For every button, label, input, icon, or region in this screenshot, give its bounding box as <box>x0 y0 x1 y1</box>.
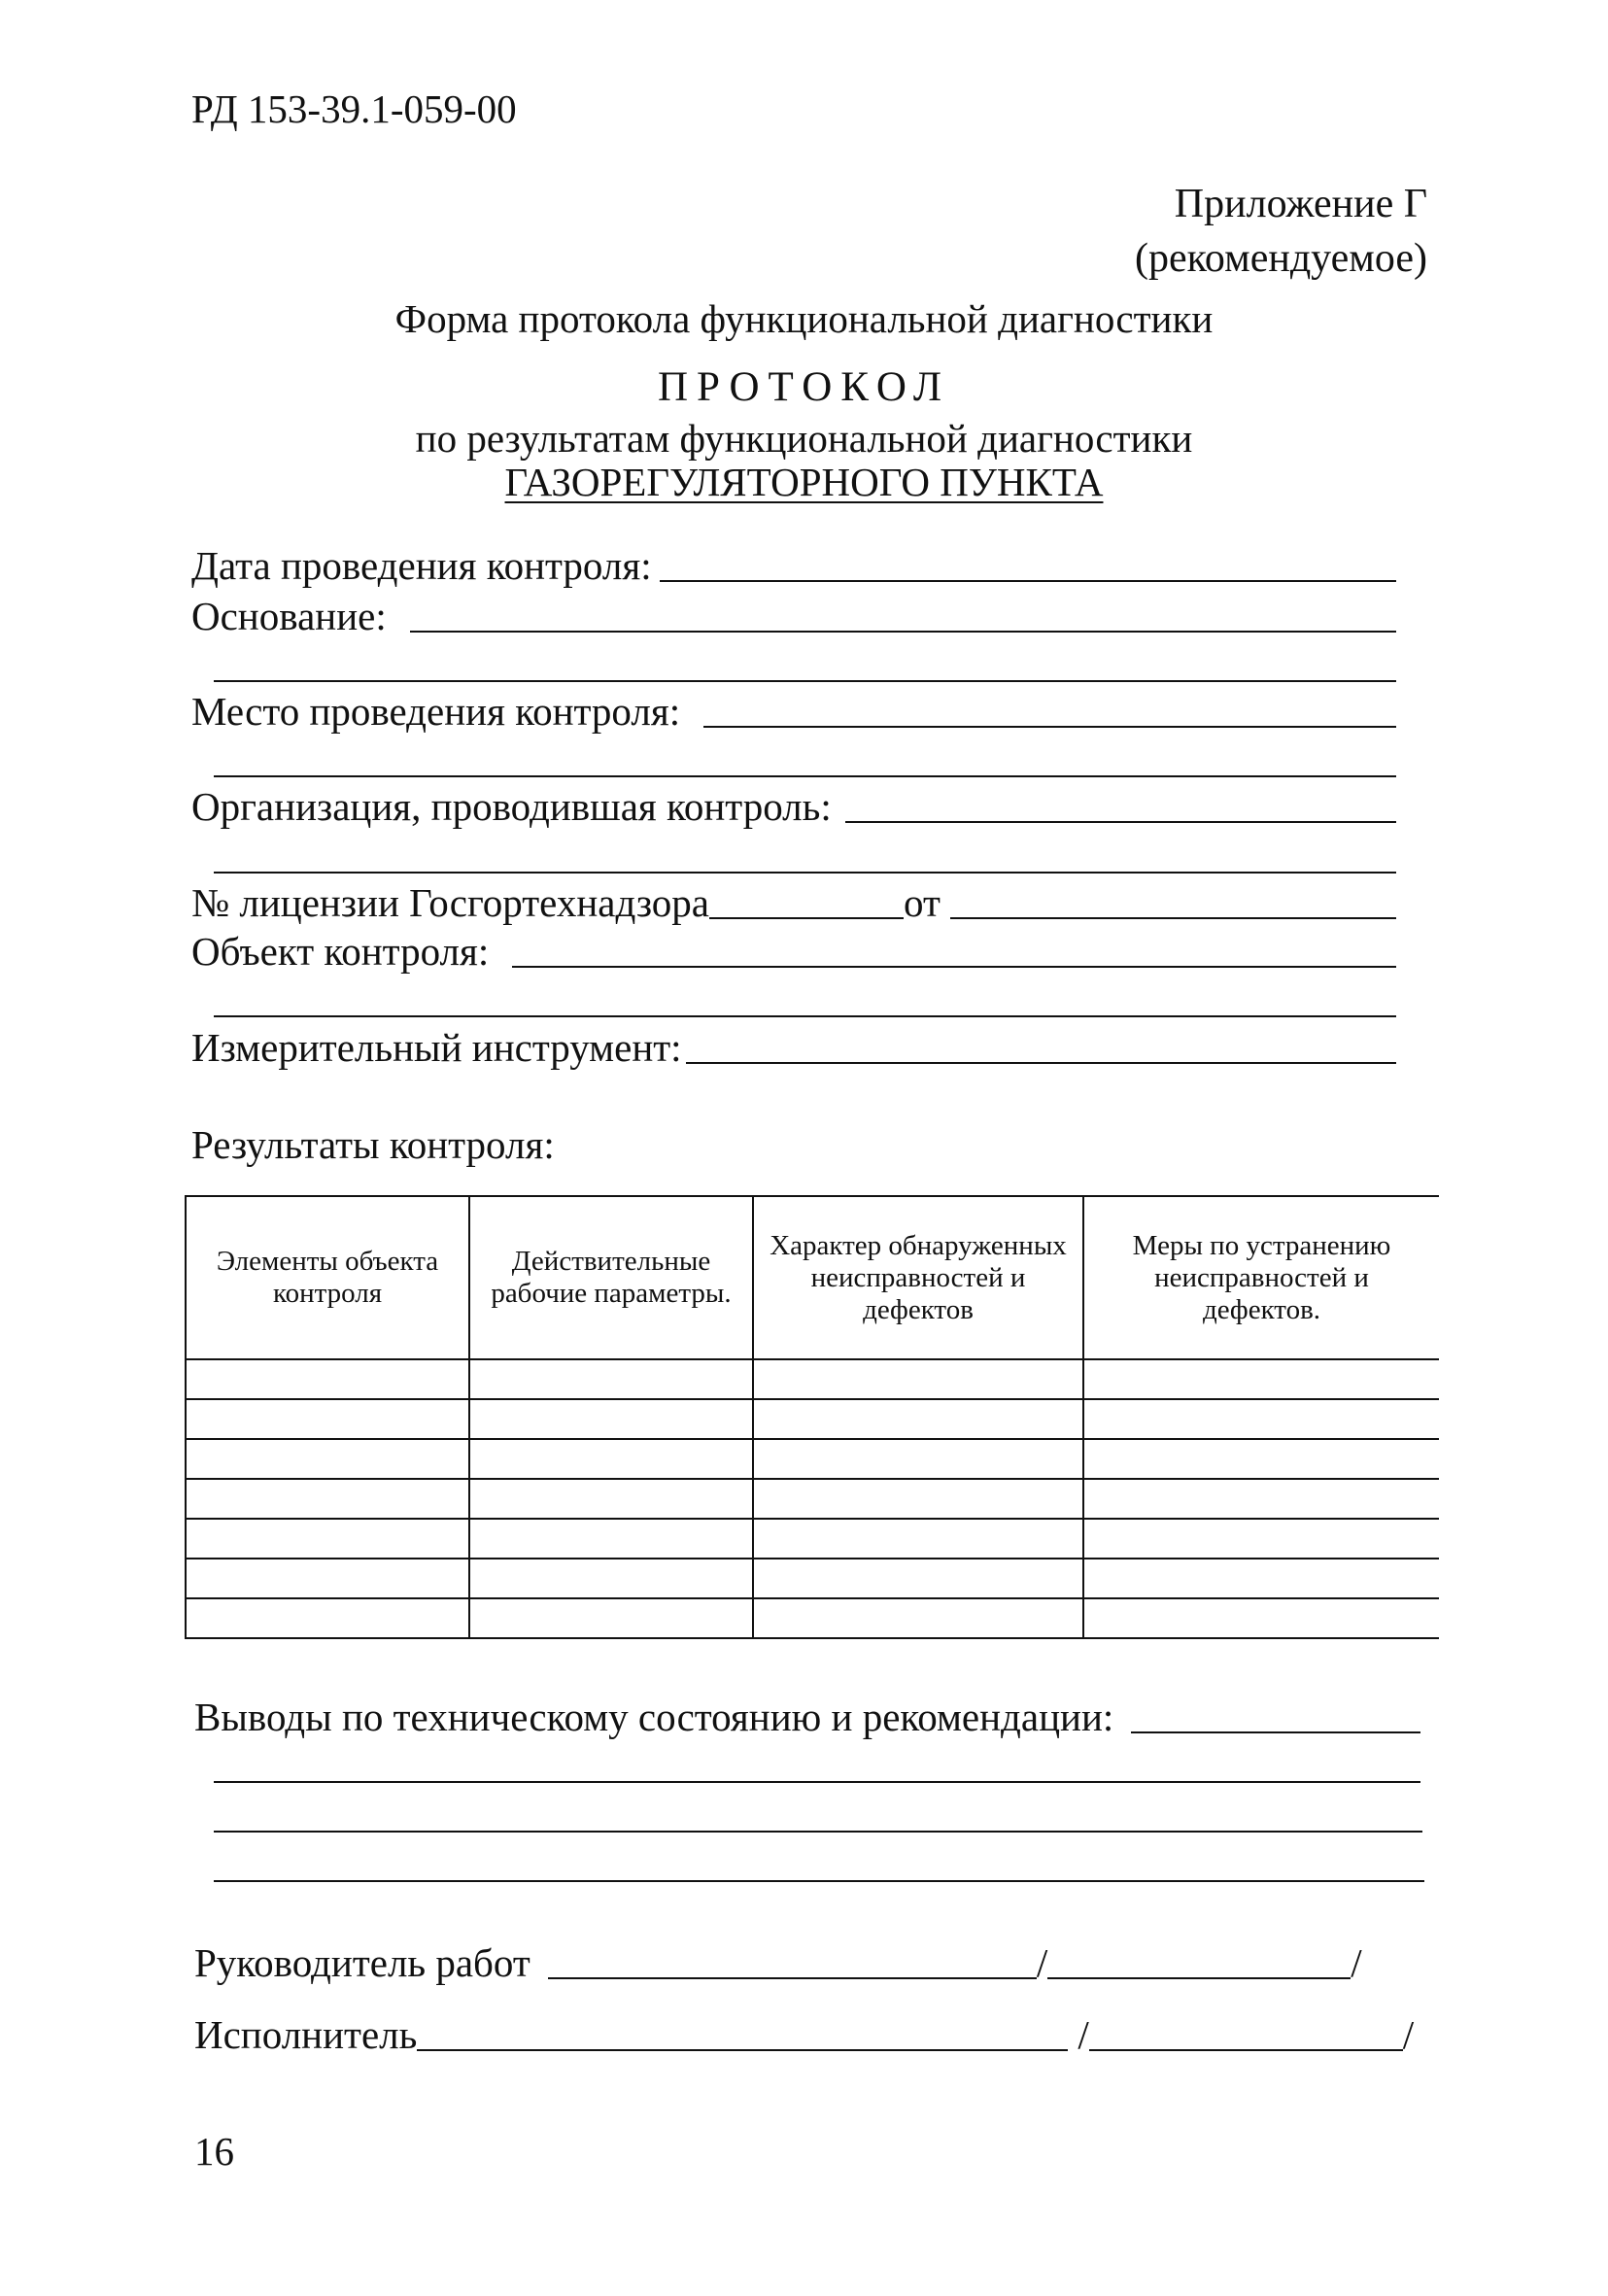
table-cell[interactable] <box>186 1359 469 1399</box>
table-cell[interactable] <box>186 1399 469 1439</box>
license-date-line[interactable] <box>950 917 1396 919</box>
conclusions-line-2[interactable] <box>214 1781 1420 1783</box>
separator: / <box>1402 2012 1415 2057</box>
date-field-line[interactable] <box>660 580 1396 582</box>
table-cell[interactable] <box>469 1519 753 1559</box>
date-field-label: Дата проведения контроля: <box>191 543 652 588</box>
head-signature-row <box>194 1939 1362 1986</box>
license-field-label: № лицензии Госгортехнадзора <box>191 880 709 925</box>
instrument-field-row <box>191 1024 1396 1071</box>
table-cell[interactable] <box>753 1479 1083 1519</box>
protocol-object: ГАЗОРЕГУЛЯТОРНОГО ПУНКТА <box>504 460 1104 504</box>
separator: / <box>1036 1940 1048 1985</box>
table-cell[interactable] <box>1083 1598 1439 1638</box>
organization-field-row <box>191 783 1396 830</box>
place-field-continuation-line[interactable] <box>214 775 1396 777</box>
results-table-header-row <box>186 1196 1439 1359</box>
table-row <box>186 1559 1439 1598</box>
separator: / <box>1078 2012 1089 2057</box>
organization-field-label: Организация, проводившая контроль: <box>191 784 832 829</box>
license-number-line[interactable] <box>709 917 904 919</box>
head-name-line[interactable] <box>548 1977 1037 1979</box>
table-cell[interactable] <box>1083 1559 1439 1598</box>
table-cell[interactable] <box>186 1439 469 1479</box>
table-cell[interactable] <box>186 1598 469 1638</box>
object-field-continuation-line[interactable] <box>214 1015 1396 1017</box>
document-code: РД 153-39.1-059-00 <box>191 86 517 131</box>
table-cell[interactable] <box>753 1519 1083 1559</box>
appendix-status: (рекомендуемое) <box>1135 236 1427 281</box>
separator: / <box>1351 1940 1362 1985</box>
table-cell[interactable] <box>469 1598 753 1638</box>
table-cell[interactable] <box>1083 1439 1439 1479</box>
appendix-title: Приложение Г <box>1174 182 1427 226</box>
table-cell[interactable] <box>469 1559 753 1598</box>
table-row <box>186 1519 1439 1559</box>
table-row <box>186 1598 1439 1638</box>
table-cell[interactable] <box>186 1519 469 1559</box>
conclusions-label: Выводы по техническому состоянию и рекомендации: <box>194 1695 1114 1739</box>
table-cell[interactable] <box>753 1399 1083 1439</box>
page-number: 16 <box>194 2129 234 2174</box>
executor-label: Исполнитель <box>194 2012 418 2057</box>
executor-name-line[interactable] <box>417 2049 1068 2051</box>
organization-field-continuation-line[interactable] <box>214 872 1396 874</box>
head-label: Руководитель работ <box>194 1940 530 1985</box>
executor-signature-row <box>194 2011 1414 2058</box>
place-field-line[interactable] <box>703 726 1396 728</box>
table-cell[interactable] <box>1083 1399 1439 1439</box>
appendix-label <box>1135 177 1427 286</box>
head-signature-line[interactable] <box>1047 1977 1351 1979</box>
basis-field-line[interactable] <box>410 631 1396 633</box>
table-cell[interactable] <box>753 1559 1083 1598</box>
table-cell[interactable] <box>186 1479 469 1519</box>
license-from-label: от <box>903 880 941 925</box>
form-caption: Форма протокола функциональной диагностики <box>394 296 1214 341</box>
column-header-parameters: Действительные рабочие параметры. <box>469 1196 753 1359</box>
conclusions-line[interactable] <box>1131 1731 1420 1733</box>
table-cell[interactable] <box>1083 1479 1439 1519</box>
table-cell[interactable] <box>469 1479 753 1519</box>
object-field-row <box>191 928 1396 975</box>
license-field-row <box>191 879 1396 926</box>
basis-field-label: Основание: <box>191 594 387 638</box>
table-cell[interactable] <box>469 1399 753 1439</box>
table-cell[interactable] <box>469 1359 753 1399</box>
table-row <box>186 1439 1439 1479</box>
results-label: Результаты контроля: <box>191 1122 555 1167</box>
table-row <box>186 1479 1439 1519</box>
column-header-defects: Характер обнаруженных неисправностей и дефектов <box>753 1196 1083 1359</box>
instrument-field-line[interactable] <box>686 1062 1396 1064</box>
column-header-measures: Меры по устранению неисправностей и дефектов. <box>1083 1196 1439 1359</box>
object-field-label: Объект контроля: <box>191 929 490 974</box>
table-row <box>186 1359 1439 1399</box>
object-field-line[interactable] <box>512 966 1396 968</box>
place-field-row <box>191 688 1396 735</box>
basis-field-row <box>191 593 1396 639</box>
protocol-subtitle: по результатам функциональной диагностики <box>415 416 1193 461</box>
date-field-row <box>191 542 1396 589</box>
place-field-label: Место проведения контроля: <box>191 689 681 734</box>
table-cell[interactable] <box>1083 1519 1439 1559</box>
results-table <box>185 1195 1439 1639</box>
table-row <box>186 1399 1439 1439</box>
table-cell[interactable] <box>753 1439 1083 1479</box>
column-header-elements: Элементы объекта контроля <box>186 1196 469 1359</box>
table-cell[interactable] <box>469 1439 753 1479</box>
basis-field-continuation-line[interactable] <box>214 680 1396 682</box>
conclusions-row <box>194 1694 1420 1740</box>
table-cell[interactable] <box>1083 1359 1439 1399</box>
conclusions-line-4[interactable] <box>214 1880 1424 1882</box>
organization-field-line[interactable] <box>845 821 1396 823</box>
table-cell[interactable] <box>186 1559 469 1598</box>
protocol-title: ПРОТОКОЛ <box>658 364 950 410</box>
table-cell[interactable] <box>753 1598 1083 1638</box>
conclusions-line-3[interactable] <box>214 1831 1422 1833</box>
table-cell[interactable] <box>753 1359 1083 1399</box>
executor-signature-line[interactable] <box>1089 2049 1403 2051</box>
instrument-field-label: Измерительный инструмент: <box>191 1025 682 1070</box>
